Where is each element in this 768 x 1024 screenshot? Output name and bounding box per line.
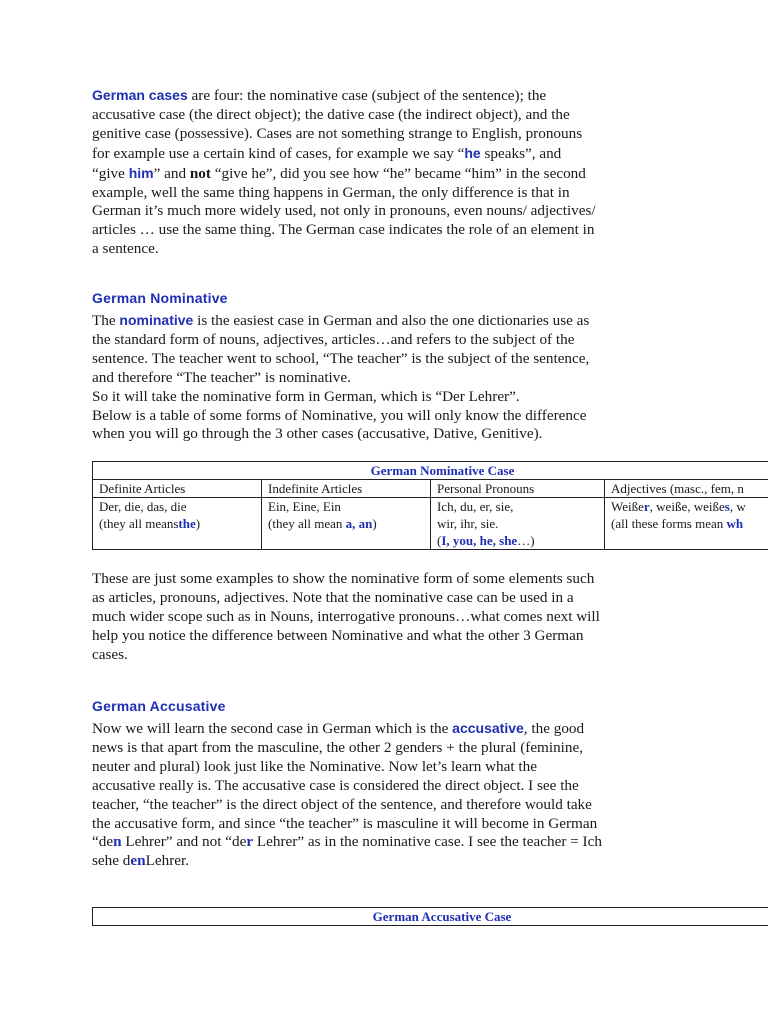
- intro-line: for example use a certain kind of cases, for example we say “he speaks”, and: [92, 144, 562, 162]
- paragraph-line: as articles, pronouns, adjectives. Note that the nominative case can be used in a: [92, 588, 574, 606]
- intro-line: German it’s much more widely used, not only in pronouns, even nouns/ adjectives/: [92, 202, 596, 220]
- accusative-line: sehe denLehrer.: [92, 852, 190, 870]
- nominative-line: Below is a table of some forms of Nominative, you will only know the difference: [92, 406, 587, 424]
- nominative-line: So it will take the nominative form in German, which is “Der Lehrer”.: [92, 387, 520, 405]
- pronoun-he: he: [464, 144, 481, 161]
- intro-line: “give him” and not “give he”, did you see how “he” became “him” in the second: [92, 164, 586, 182]
- nominative-line: when you will go through the 3 other cases (accusative, Dative, Genitive).: [92, 425, 543, 443]
- table-caption-row: [93, 908, 768, 926]
- personal-pronouns-cell: Ich, du, er, sie, wir, ihr, sie. (I, you, he, she…): [431, 498, 605, 550]
- nominative-line: sentence. The teacher went to school, “The teacher” is the subject of the sentence,: [92, 349, 590, 367]
- not-emphasis: not: [189, 164, 211, 182]
- table-caption-row: [93, 462, 768, 480]
- table-caption: German Nominative Case: [93, 462, 768, 480]
- intro-line: German cases are four: the nominative case (subject of the sentence); the: [92, 87, 547, 104]
- table-header-row: [93, 480, 768, 498]
- intro-line: example, well the same thing happens in German, the only difference is that in: [92, 183, 570, 201]
- nominative-heading: German Nominative: [92, 290, 228, 306]
- accusative-line: accusative really is. The accusative case is considered the direct object. I see the: [92, 776, 579, 794]
- intro-paragraph: [92, 86, 596, 259]
- intro-line: genitive case (possessive). Cases are not something strange to English, pronouns: [92, 124, 583, 142]
- paragraph-line: cases.: [92, 645, 128, 663]
- accusative-heading: German Accusative: [92, 698, 226, 714]
- paragraph-line: much wider scope such as in Nouns, interrogative pronouns…what comes next will: [92, 607, 600, 625]
- nominative-line: The nominative is the easiest case in German and also the one dictionaries use as: [92, 312, 590, 329]
- accusative-term: accusative: [452, 720, 524, 736]
- nominative-term: nominative: [119, 312, 194, 328]
- nominative-line: and therefore “The teacher” is nominative.: [92, 368, 351, 386]
- table-row: [93, 498, 768, 550]
- german-cases-term: German cases: [92, 87, 188, 103]
- paragraph-line: help you notice the difference between Nominative and what the other 3 German: [92, 626, 584, 644]
- accusative-case-table: [92, 907, 768, 926]
- definite-articles-cell: Der, die, das, die (they all meansthe): [93, 498, 262, 550]
- accusative-line: the accusative form, and since “the teacher” is masculine it will become in German: [92, 814, 598, 832]
- paragraph-line: These are just some examples to show the nominative form of some elements such: [92, 570, 595, 587]
- accusative-line: news is that apart from the masculine, the other 2 genders + the plural (feminine,: [92, 738, 584, 756]
- intro-line: a sentence.: [92, 240, 159, 258]
- accusative-line: “den Lehrer” and not “der Lehrer” as in the nominative case. I see the teacher = Ich: [92, 833, 602, 851]
- column-header: Personal Pronouns: [431, 480, 605, 498]
- accusative-paragraph: [92, 719, 602, 871]
- intro-line: accusative case (the direct object); the dative case (the indirect object), and the: [92, 105, 570, 123]
- column-header: Indefinite Articles: [262, 480, 431, 498]
- accusative-line: neuter and plural) look just like the Nominative. Now let’s learn what the: [92, 757, 537, 775]
- nominative-paragraph: [92, 311, 589, 444]
- indefinite-articles-cell: Ein, Eine, Ein (they all mean a, an): [262, 498, 431, 550]
- table-caption: German Accusative Case: [93, 908, 768, 926]
- adjectives-cell: Weißer, weiße, weißes, w (all these forms mean wh: [605, 498, 768, 550]
- accusative-line: Now we will learn the second case in German which is the accusative, the good: [92, 720, 585, 737]
- accusative-line: teacher, “the teacher” is the direct object of the sentence, and therefore would take: [92, 795, 592, 813]
- after-table-paragraph: [92, 570, 600, 665]
- pronoun-him: him: [128, 164, 154, 181]
- column-header: Adjectives (masc., fem, n: [605, 480, 768, 498]
- column-header: Definite Articles: [93, 480, 262, 498]
- nominative-line: the standard form of nouns, adjectives, articles…and refers to the subject of the: [92, 330, 575, 348]
- nominative-case-table: [92, 461, 768, 550]
- intro-line: articles … use the same thing. The German case indicates the role of an element in: [92, 221, 595, 239]
